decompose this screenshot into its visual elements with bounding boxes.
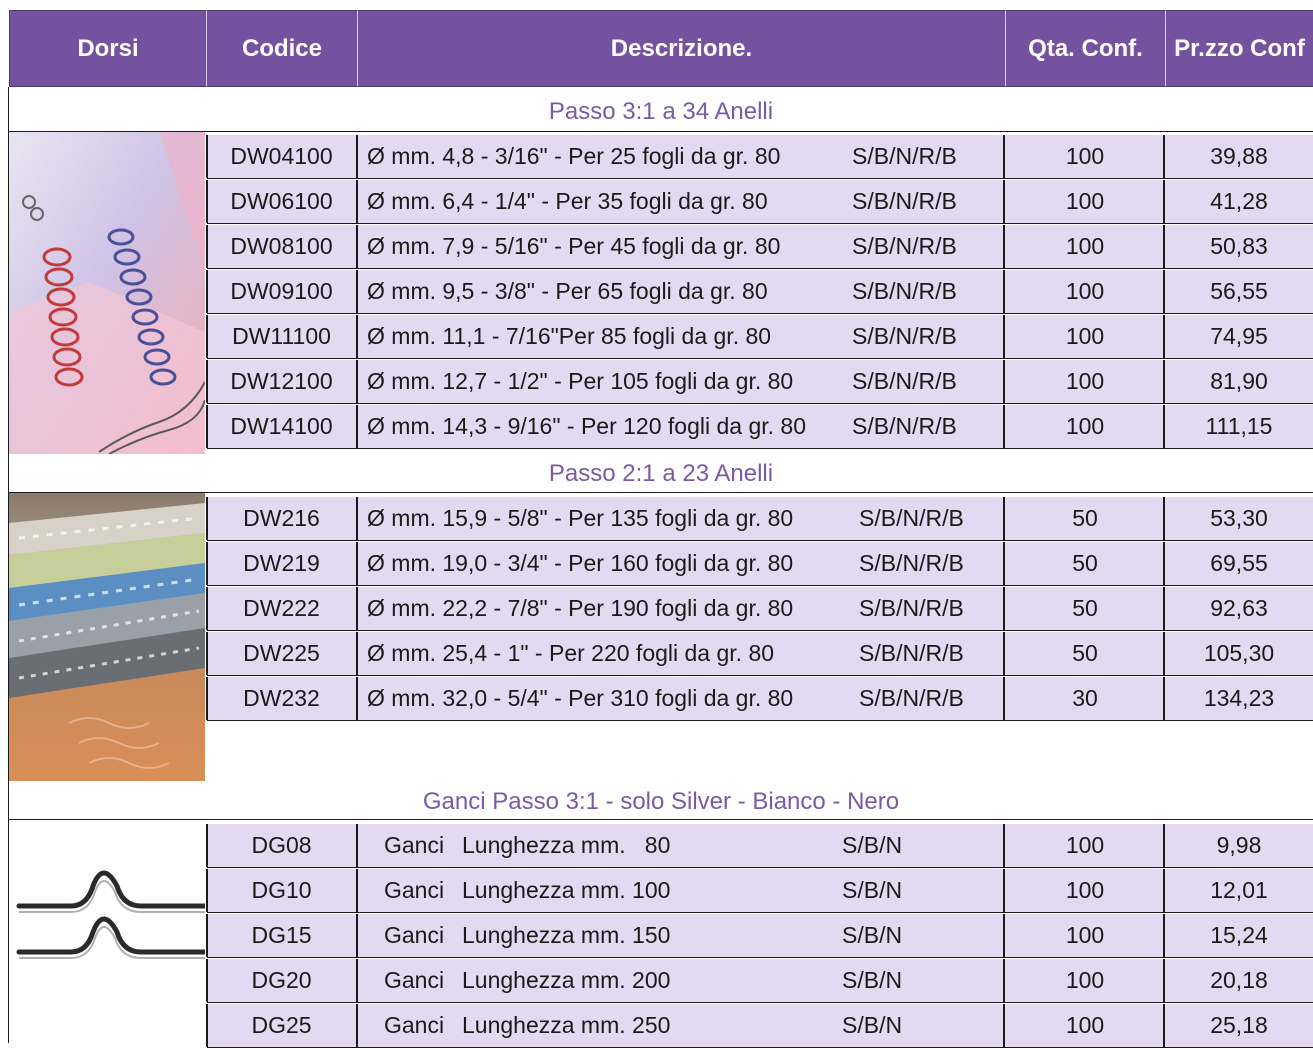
- product-colors: [842, 914, 992, 957]
- cell-divider: [1003, 542, 1005, 585]
- cell-divider: [1163, 587, 1165, 630]
- product-colors: [852, 405, 1002, 448]
- product-code-text: DG08: [251, 832, 312, 858]
- product-price: [1165, 270, 1313, 313]
- table-row: [207, 270, 1313, 314]
- product-kind-text: Ganci: [384, 922, 445, 948]
- product-price-text: 20,18: [1210, 967, 1268, 993]
- table-row: [207, 360, 1313, 404]
- product-price: [1165, 135, 1313, 178]
- product-length-text: Lunghezza mm. 80: [462, 832, 671, 858]
- product-price: [1165, 1004, 1313, 1047]
- product-description-text: Ø mm. 14,3 - 9/16" - Per 120 fogli da gr. 80: [367, 413, 806, 439]
- product-code-text: DG20: [251, 967, 312, 993]
- product-price-text: 81,90: [1210, 368, 1268, 394]
- product-price-text: 12,01: [1210, 877, 1268, 903]
- product-quantity: [1005, 914, 1165, 957]
- product-length-text: Lunghezza mm. 150: [462, 922, 671, 948]
- product-quantity-text: 30: [1072, 685, 1098, 711]
- product-code: [207, 360, 356, 403]
- product-price: [1165, 632, 1313, 675]
- product-code-text: DW08100: [230, 233, 333, 259]
- product-price-text: 74,95: [1210, 323, 1268, 349]
- product-code: [207, 315, 356, 358]
- product-price: [1165, 824, 1313, 867]
- product-colors: [859, 497, 1009, 540]
- cell-divider: [356, 270, 358, 313]
- product-description: [358, 360, 803, 403]
- cell-divider: [206, 1004, 208, 1047]
- red-blue-wire-binding-photo: [9, 132, 205, 454]
- cell-divider: [206, 135, 208, 178]
- product-code: [207, 542, 356, 585]
- product-description-text: Ø mm. 7,9 - 5/16" - Per 45 fogli da gr. 80: [367, 233, 781, 259]
- product-colors-text: S/B/N: [842, 1012, 903, 1038]
- product-price: [1165, 360, 1313, 403]
- product-description: [358, 677, 803, 720]
- product-description-text: Ø mm. 6,4 - 1/4" - Per 35 fogli da gr. 80: [367, 188, 768, 214]
- table-row: [207, 869, 1313, 913]
- product-quantity: [1005, 270, 1165, 313]
- product-code: [207, 1004, 356, 1047]
- cell-divider: [356, 360, 358, 403]
- product-description-text: Ø mm. 4,8 - 3/16" - Per 25 fogli da gr. 80: [367, 143, 781, 169]
- product-code-text: DG15: [251, 922, 312, 948]
- product-colors-text: S/B/N/R/B: [852, 278, 957, 304]
- product-price-text: 134,23: [1203, 685, 1275, 711]
- header-prezzo-label: Pr.zzo Conf: [1174, 34, 1305, 62]
- cell-divider: [1163, 824, 1165, 867]
- product-code: [207, 959, 356, 1002]
- product-quantity-text: 100: [1065, 1012, 1105, 1038]
- header-qta: [1005, 10, 1165, 87]
- cell-divider: [1163, 405, 1165, 448]
- product-colors: [859, 677, 1009, 720]
- product-code: [207, 180, 356, 223]
- cell-divider: [206, 270, 208, 313]
- cell-divider: [206, 497, 208, 540]
- table-row: [207, 959, 1313, 1003]
- product-code: [207, 869, 356, 912]
- product-price-text: 56,55: [1210, 278, 1268, 304]
- cell-divider: [1163, 225, 1165, 268]
- cell-divider: [1163, 869, 1165, 912]
- section-title: [9, 92, 1313, 132]
- product-colors-text: S/B/N/R/B: [852, 368, 957, 394]
- cell-divider: [356, 225, 358, 268]
- product-code-text: DW216: [243, 505, 320, 531]
- cell-divider: [1163, 632, 1165, 675]
- product-quantity: [1005, 587, 1165, 630]
- table-row: [207, 587, 1313, 631]
- product-colors-text: S/B/N/R/B: [859, 550, 964, 576]
- product-quantity: [1005, 824, 1165, 867]
- cell-divider: [356, 959, 358, 1002]
- cell-divider: [1003, 405, 1005, 448]
- table-row: [207, 405, 1313, 449]
- cell-divider: [206, 225, 208, 268]
- product-length: [462, 959, 822, 1002]
- cell-divider: [1163, 360, 1165, 403]
- product-description: [358, 135, 803, 178]
- cell-divider: [206, 542, 208, 585]
- product-price: [1165, 677, 1313, 720]
- product-code: [207, 914, 356, 957]
- product-colors: [842, 959, 992, 1002]
- product-quantity: [1005, 405, 1165, 448]
- cell-divider: [1003, 914, 1005, 957]
- cell-divider: [1003, 587, 1005, 630]
- product-quantity: [1005, 542, 1165, 585]
- product-kind-text: Ganci: [384, 1012, 445, 1038]
- product-colors-text: S/B/N/R/B: [859, 640, 964, 666]
- product-kind-text: Ganci: [384, 967, 445, 993]
- product-quantity: [1005, 1004, 1165, 1047]
- cell-divider: [206, 914, 208, 957]
- product-description-text: Ø mm. 9,5 - 3/8" - Per 65 fogli da gr. 80: [367, 278, 768, 304]
- product-code-text: DW09100: [230, 278, 333, 304]
- product-quantity: [1005, 959, 1165, 1002]
- product-quantity-text: 100: [1065, 832, 1105, 858]
- product-price: [1165, 914, 1313, 957]
- product-code-text: DG10: [251, 877, 312, 903]
- product-description-text: Ø mm. 32,0 - 5/4" - Per 310 fogli da gr. 80: [367, 685, 794, 711]
- section-title: [9, 782, 1313, 822]
- product-kind: [358, 914, 458, 957]
- product-length-text: Lunghezza mm. 200: [462, 967, 671, 993]
- cell-divider: [1163, 315, 1165, 358]
- product-quantity: [1005, 225, 1165, 268]
- product-description: [358, 587, 803, 630]
- cell-divider: [1163, 270, 1165, 313]
- table-row: [207, 1004, 1313, 1048]
- product-length-text: Lunghezza mm. 250: [462, 1012, 671, 1038]
- cell-divider: [1163, 677, 1165, 720]
- product-quantity-text: 100: [1065, 967, 1105, 993]
- product-quantity-text: 100: [1065, 188, 1105, 214]
- cell-divider: [356, 869, 358, 912]
- product-price-text: 105,30: [1203, 640, 1275, 666]
- product-price-text: 53,30: [1210, 505, 1268, 531]
- cell-divider: [206, 405, 208, 448]
- cell-divider: [1003, 959, 1005, 1002]
- cell-divider: [1163, 1004, 1165, 1047]
- table-row: [207, 914, 1313, 958]
- product-colors-text: S/B/N/R/B: [852, 233, 957, 259]
- cell-divider: [1003, 1004, 1005, 1047]
- cell-divider: [1163, 135, 1165, 178]
- product-colors: [842, 869, 992, 912]
- product-colors-text: S/B/N/R/B: [859, 505, 964, 531]
- product-quantity-text: 50: [1072, 505, 1098, 531]
- product-code-text: DW12100: [230, 368, 333, 394]
- cell-divider: [356, 180, 358, 223]
- product-colors: [859, 542, 1009, 585]
- product-code-text: DG25: [251, 1012, 312, 1038]
- section-title-text: Passo 2:1 a 23 Anelli: [548, 460, 774, 487]
- cell-divider: [1163, 959, 1165, 1002]
- product-price: [1165, 587, 1313, 630]
- product-price: [1165, 405, 1313, 448]
- cell-divider: [1003, 869, 1005, 912]
- cell-divider: [356, 1004, 358, 1047]
- product-description-text: Ø mm. 22,2 - 7/8" - Per 190 fogli da gr. 80: [367, 595, 794, 621]
- product-price: [1165, 959, 1313, 1002]
- product-colors-text: S/B/N: [842, 922, 903, 948]
- product-code: [207, 677, 356, 720]
- product-price-text: 41,28: [1210, 188, 1268, 214]
- cell-divider: [1003, 270, 1005, 313]
- cell-divider: [356, 542, 358, 585]
- product-description: [358, 225, 803, 268]
- product-quantity-text: 50: [1072, 595, 1098, 621]
- table-row: [207, 824, 1313, 868]
- header-descrizione-label: Descrizione.: [610, 34, 753, 62]
- colored-wire-binding-spines-photo: [9, 493, 205, 781]
- product-quantity-text: 100: [1065, 323, 1105, 349]
- table-row: [207, 497, 1313, 541]
- cell-divider: [1003, 180, 1005, 223]
- product-price-text: 9,98: [1216, 832, 1262, 858]
- product-price-text: 92,63: [1210, 595, 1268, 621]
- cell-divider: [356, 632, 358, 675]
- product-quantity: [1005, 180, 1165, 223]
- cell-divider: [1163, 542, 1165, 585]
- cell-divider: [1003, 497, 1005, 540]
- table-row: [207, 542, 1313, 586]
- header-codice-label: Codice: [241, 34, 322, 62]
- product-code: [207, 632, 356, 675]
- product-price-text: 69,55: [1210, 550, 1268, 576]
- product-kind: [358, 869, 458, 912]
- product-quantity: [1005, 677, 1165, 720]
- table-row: [207, 225, 1313, 269]
- product-quantity-text: 100: [1065, 143, 1105, 169]
- product-description: [358, 405, 806, 448]
- cell-divider: [1163, 914, 1165, 957]
- product-description-text: Ø mm. 25,4 - 1" - Per 220 fogli da gr. 80: [367, 640, 775, 666]
- cell-divider: [356, 497, 358, 540]
- product-price: [1165, 542, 1313, 585]
- product-quantity-text: 100: [1065, 413, 1105, 439]
- product-colors-text: S/B/N: [842, 832, 903, 858]
- product-colors: [852, 315, 1002, 358]
- product-description: [358, 315, 803, 358]
- product-colors: [842, 824, 992, 867]
- product-code-text: DW225: [243, 640, 320, 666]
- product-code-text: DW232: [243, 685, 320, 711]
- table-row: [207, 180, 1313, 224]
- product-kind: [358, 959, 458, 1002]
- cell-divider: [206, 959, 208, 1002]
- product-quantity: [1005, 135, 1165, 178]
- product-code: [207, 135, 356, 178]
- cell-divider: [206, 824, 208, 867]
- product-colors: [859, 587, 1009, 630]
- product-colors: [852, 135, 1002, 178]
- product-length-text: Lunghezza mm. 100: [462, 877, 671, 903]
- product-colors: [842, 1004, 992, 1047]
- product-description-text: Ø mm. 11,1 - 7/16"Per 85 fogli da gr. 80: [367, 323, 772, 349]
- product-colors-text: S/B/N/R/B: [852, 143, 957, 169]
- cell-divider: [1003, 824, 1005, 867]
- section-title-text: Passo 3:1 a 34 Anelli: [548, 98, 774, 125]
- product-length: [462, 869, 822, 912]
- cell-divider: [1003, 315, 1005, 358]
- product-colors: [852, 225, 1002, 268]
- product-colors: [852, 180, 1002, 223]
- product-price: [1165, 315, 1313, 358]
- product-quantity: [1005, 497, 1165, 540]
- product-code: [207, 497, 356, 540]
- product-description-text: Ø mm. 15,9 - 5/8" - Per 135 fogli da gr. 80: [367, 505, 794, 531]
- cell-divider: [1003, 225, 1005, 268]
- product-code-text: DW04100: [230, 143, 333, 169]
- header-descrizione: [357, 10, 1005, 87]
- product-code-text: DW14100: [230, 413, 333, 439]
- table-row: [207, 677, 1313, 721]
- product-colors: [852, 360, 1002, 403]
- section-title-text: Ganci Passo 3:1 - solo Silver - Bianco - Nero: [422, 788, 900, 815]
- cell-divider: [356, 587, 358, 630]
- cell-divider: [356, 824, 358, 867]
- product-quantity: [1005, 632, 1165, 675]
- header-qta-label: Qta. Conf.: [1028, 34, 1143, 62]
- product-price-text: 15,24: [1210, 922, 1268, 948]
- product-quantity-text: 100: [1065, 368, 1105, 394]
- cell-divider: [1003, 360, 1005, 403]
- product-colors-text: S/B/N: [842, 877, 903, 903]
- product-description: [358, 270, 803, 313]
- product-quantity-text: 50: [1072, 640, 1098, 666]
- cell-divider: [1003, 677, 1005, 720]
- product-quantity-text: 100: [1065, 278, 1105, 304]
- product-description: [358, 180, 803, 223]
- product-price-text: 50,83: [1210, 233, 1268, 259]
- cell-divider: [206, 360, 208, 403]
- product-colors-text: S/B/N: [842, 967, 903, 993]
- product-description-text: Ø mm. 19,0 - 3/4" - Per 160 fogli da gr. 80: [367, 550, 794, 576]
- header-prezzo: [1165, 10, 1313, 87]
- section-title: [9, 454, 1313, 494]
- product-description: [358, 497, 803, 540]
- cell-divider: [1163, 497, 1165, 540]
- product-kind: [358, 824, 458, 867]
- calendar-hook-drawing: [9, 820, 205, 1043]
- table-row: [207, 632, 1313, 676]
- product-price: [1165, 869, 1313, 912]
- cell-divider: [1163, 180, 1165, 223]
- cell-divider: [206, 587, 208, 630]
- product-quantity: [1005, 360, 1165, 403]
- product-code: [207, 405, 356, 448]
- product-price-text: 111,15: [1205, 413, 1273, 439]
- product-colors-text: S/B/N/R/B: [852, 413, 957, 439]
- cell-divider: [206, 869, 208, 912]
- table-row: [207, 135, 1313, 179]
- product-colors-text: S/B/N/R/B: [859, 685, 964, 711]
- cell-divider: [356, 677, 358, 720]
- product-code: [207, 824, 356, 867]
- product-length: [462, 824, 822, 867]
- table-row: [207, 315, 1313, 359]
- product-price-text: 25,18: [1210, 1012, 1268, 1038]
- product-quantity: [1005, 315, 1165, 358]
- product-quantity-text: 100: [1065, 233, 1105, 259]
- product-colors: [852, 270, 1002, 313]
- cell-divider: [356, 135, 358, 178]
- cell-divider: [206, 677, 208, 720]
- product-code: [207, 270, 356, 313]
- product-length: [462, 1004, 822, 1047]
- product-code-text: DW06100: [230, 188, 333, 214]
- header-codice: [206, 10, 357, 87]
- cell-divider: [356, 315, 358, 358]
- product-quantity: [1005, 869, 1165, 912]
- product-colors-text: S/B/N/R/B: [852, 188, 957, 214]
- product-code: [207, 225, 356, 268]
- product-colors-text: S/B/N/R/B: [852, 323, 957, 349]
- product-length: [462, 914, 822, 957]
- product-code-text: DW11100: [232, 323, 331, 349]
- cell-divider: [1003, 135, 1005, 178]
- cell-divider: [1003, 632, 1005, 675]
- product-kind-text: Ganci: [384, 832, 445, 858]
- product-code-text: DW219: [243, 550, 320, 576]
- product-quantity-text: 100: [1065, 877, 1105, 903]
- cell-divider: [356, 405, 358, 448]
- product-kind-text: Ganci: [384, 877, 445, 903]
- header-dorsi-label: Dorsi: [77, 34, 139, 62]
- header-dorsi: [9, 10, 206, 87]
- product-price: [1165, 497, 1313, 540]
- product-description-text: Ø mm. 12,7 - 1/2" - Per 105 fogli da gr. 80: [367, 368, 794, 394]
- cell-divider: [206, 180, 208, 223]
- cell-divider: [206, 632, 208, 675]
- product-quantity-text: 50: [1072, 550, 1098, 576]
- product-price: [1165, 180, 1313, 223]
- product-kind: [358, 1004, 458, 1047]
- product-colors-text: S/B/N/R/B: [859, 595, 964, 621]
- product-description: [358, 542, 803, 585]
- cell-divider: [356, 914, 358, 957]
- product-price-text: 39,88: [1210, 143, 1268, 169]
- product-price: [1165, 225, 1313, 268]
- product-code: [207, 587, 356, 630]
- product-description: [358, 632, 803, 675]
- cell-divider: [206, 315, 208, 358]
- product-code-text: DW222: [243, 595, 320, 621]
- product-quantity-text: 100: [1065, 922, 1105, 948]
- product-colors: [859, 632, 1009, 675]
